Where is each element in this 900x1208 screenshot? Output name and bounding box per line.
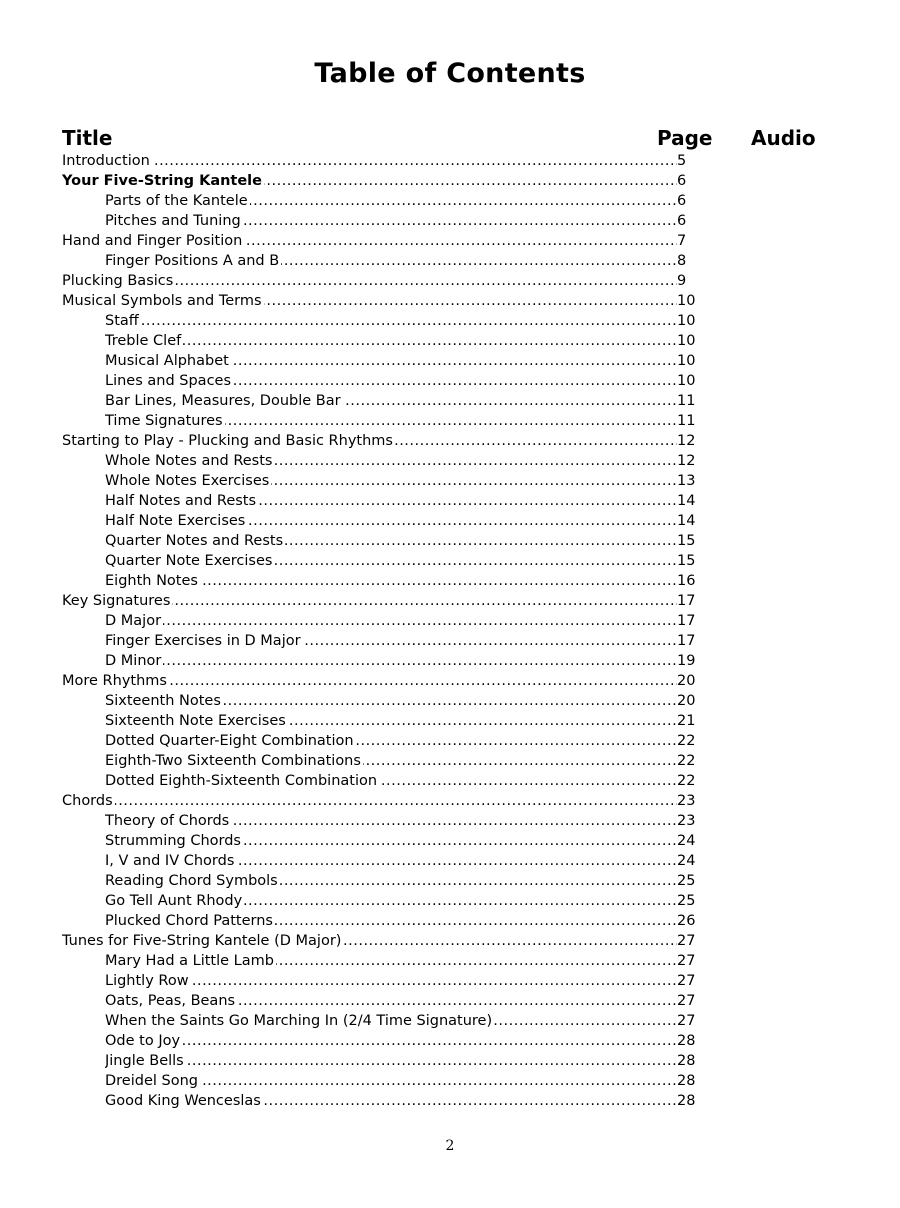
toc-entry-leader	[62, 431, 677, 451]
toc-entry[interactable]	[62, 351, 822, 371]
toc-entry-leader	[62, 171, 677, 191]
toc-entry-page: 27	[677, 1013, 696, 1029]
toc-entry-page: 5	[677, 153, 687, 169]
toc-entry[interactable]	[62, 511, 822, 531]
toc-entry-page: 28	[677, 1053, 696, 1069]
toc-entry[interactable]	[62, 331, 822, 351]
toc-entry[interactable]	[62, 1011, 822, 1031]
toc-entry-leader	[105, 631, 677, 651]
toc-entry-leader	[105, 211, 677, 231]
toc-entry-leader	[105, 711, 677, 731]
toc-entry-title: Plucking Basics	[62, 273, 174, 289]
toc-entry-page: 12	[677, 453, 696, 469]
toc-entry[interactable]	[62, 791, 822, 811]
toc-entry-leader	[105, 451, 677, 471]
toc-entry-page: 27	[677, 993, 696, 1009]
toc-entry-title: Dotted Eighth-Sixteenth Combination	[105, 773, 378, 789]
toc-entry-leader	[62, 291, 677, 311]
toc-entry-leader	[105, 1051, 677, 1071]
toc-entry-leader	[105, 1011, 677, 1031]
toc-entry-leader	[105, 771, 677, 791]
toc-entry-leader	[105, 511, 677, 531]
toc-entry-leader	[105, 851, 677, 871]
toc-entry-title: Theory of Chords	[105, 813, 230, 829]
toc-entry-page: 27	[677, 953, 696, 969]
toc-entry[interactable]	[62, 391, 822, 411]
toc-entry-page: 23	[677, 813, 696, 829]
toc-entry-page: 24	[677, 853, 696, 869]
toc-entry-page: 6	[677, 173, 687, 189]
toc-entry[interactable]	[62, 311, 822, 331]
header-audio-label: Audio	[751, 126, 816, 150]
toc-entry[interactable]	[62, 171, 822, 191]
toc-entry-leader	[105, 951, 677, 971]
toc-header	[62, 126, 822, 152]
toc-entry[interactable]	[62, 551, 822, 571]
toc-entry-title: Lightly Row	[105, 973, 189, 989]
toc-entry-leader	[105, 251, 677, 271]
toc-entry-title: Ode to Joy	[105, 1033, 181, 1049]
toc-entry[interactable]	[62, 411, 822, 431]
toc-entry-page: 22	[677, 773, 696, 789]
toc-entry[interactable]	[62, 811, 822, 831]
toc-entry-leader	[105, 991, 677, 1011]
toc-entry-page: 10	[677, 313, 696, 329]
toc-entry-page: 19	[677, 653, 696, 669]
toc-entry-leader	[105, 811, 677, 831]
toc-entry-page: 26	[677, 913, 696, 929]
toc-entry-page: 15	[677, 533, 696, 549]
toc-entry-title: Plucked Chord Patterns	[105, 913, 273, 929]
toc-entry-leader	[105, 871, 677, 891]
toc-entry-title: Finger Exercises in D Major	[105, 633, 301, 649]
toc-entry-leader	[62, 231, 677, 251]
toc-entry-page: 17	[677, 593, 696, 609]
toc-entry-leader	[105, 331, 677, 351]
toc-entry-leader	[105, 551, 677, 571]
toc-entry-title: Finger Positions A and B	[105, 253, 280, 269]
toc-entry-page: 10	[677, 293, 696, 309]
toc-entry[interactable]	[62, 471, 822, 491]
toc-entry-page: 13	[677, 473, 696, 489]
toc-entry-page: 10	[677, 373, 696, 389]
toc-entry[interactable]	[62, 951, 822, 971]
toc-entry-title: Dotted Quarter-Eight Combination	[105, 733, 354, 749]
toc-entry-leader	[105, 611, 677, 631]
toc-list	[62, 151, 822, 1111]
toc-entry-title: Eighth Notes	[105, 573, 198, 589]
toc-entry-leader	[105, 191, 677, 211]
toc-entry-title: Staff	[105, 313, 139, 329]
toc-entry-title: When the Saints Go Marching In (2/4 Time Signature)	[105, 1013, 493, 1029]
toc-entry-page: 14	[677, 513, 696, 529]
toc-entry-title: Bar Lines, Measures, Double Bar	[105, 393, 341, 409]
header-title-label: Title	[62, 126, 113, 150]
toc-entry-leader	[105, 491, 677, 511]
toc-entry-title: Key Signatures	[62, 593, 171, 609]
toc-entry[interactable]	[62, 671, 822, 691]
toc-entry[interactable]	[62, 691, 822, 711]
toc-entry-title: Eighth-Two Sixteenth Combinations	[105, 753, 361, 769]
toc-entry-leader	[105, 311, 677, 331]
toc-entry-leader	[105, 751, 677, 771]
toc-entry-title: Good King Wenceslas	[105, 1093, 261, 1109]
toc-entry-leader	[62, 791, 677, 811]
toc-entry-page: 6	[677, 213, 687, 229]
toc-entry-title: Strumming Chords	[105, 833, 241, 849]
toc-entry-leader	[105, 891, 677, 911]
toc-entry-page: 10	[677, 353, 696, 369]
header-page-label: Page	[657, 126, 713, 150]
toc-entry[interactable]	[62, 251, 822, 271]
toc-entry-title: Whole Notes Exercises	[105, 473, 270, 489]
toc-entry[interactable]	[62, 491, 822, 511]
toc-entry[interactable]	[62, 651, 822, 671]
toc-entry-leader	[105, 1091, 677, 1111]
toc-entry-title: Musical Alphabet	[105, 353, 229, 369]
toc-entry-title: Tunes for Five-String Kantele (D Major)	[62, 933, 342, 949]
toc-entry-title: Half Note Exercises	[105, 513, 246, 529]
toc-entry-page: 24	[677, 833, 696, 849]
toc-entry[interactable]	[62, 971, 822, 991]
toc-entry-leader	[105, 1031, 677, 1051]
toc-entry-leader	[105, 571, 677, 591]
toc-entry-page: 27	[677, 973, 696, 989]
toc-entry-title: D Major	[105, 613, 162, 629]
toc-entry[interactable]	[62, 991, 822, 1011]
toc-entry-title: Quarter Notes and Rests	[105, 533, 284, 549]
toc-entry-page: 22	[677, 733, 696, 749]
toc-entry-leader	[62, 151, 677, 171]
toc-entry[interactable]	[62, 751, 822, 771]
toc-entry-title: Chords	[62, 793, 113, 809]
toc-entry-title: Parts of the Kantele	[105, 193, 248, 209]
toc-entry-page: 22	[677, 753, 696, 769]
toc-entry-title: Sixteenth Notes	[105, 693, 221, 709]
toc-entry-title: Half Notes and Rests	[105, 493, 257, 509]
toc-entry-page: 11	[677, 413, 696, 429]
toc-entry[interactable]	[62, 371, 822, 391]
toc-entry-title: Whole Notes and Rests	[105, 453, 273, 469]
toc-entry[interactable]	[62, 291, 822, 311]
toc-entry-leader	[105, 371, 677, 391]
toc-entry[interactable]	[62, 851, 822, 871]
toc-entry-title: Introduction	[62, 153, 150, 169]
toc-entry[interactable]	[62, 531, 822, 551]
toc-entry-title: Hand and Finger Position	[62, 233, 243, 249]
toc-entry-page: 27	[677, 933, 696, 949]
toc-entry-page: 25	[677, 893, 696, 909]
toc-entry-page: 17	[677, 633, 696, 649]
toc-entry-page: 23	[677, 793, 696, 809]
toc-entry[interactable]	[62, 771, 822, 791]
toc-entry-page: 16	[677, 573, 696, 589]
toc-entry-leader	[105, 351, 677, 371]
toc-entry-title: Lines and Spaces	[105, 373, 232, 389]
toc-entry-page: 12	[677, 433, 696, 449]
toc-entry-title: I, V and IV Chords	[105, 853, 235, 869]
toc-entry-title: Go Tell Aunt Rhody	[105, 893, 243, 909]
page-number: 2	[445, 1138, 455, 1154]
toc-entry-leader	[105, 471, 677, 491]
toc-entry[interactable]	[62, 1091, 822, 1111]
toc-entry-leader	[62, 591, 677, 611]
toc-entry-page: 17	[677, 613, 696, 629]
toc-entry[interactable]	[62, 731, 822, 751]
toc-entry-title: Jingle Bells	[105, 1053, 184, 1069]
toc-entry[interactable]	[62, 271, 822, 291]
toc-entry-title: Starting to Play - Plucking and Basic Rhythms	[62, 433, 393, 449]
toc-entry-page: 8	[677, 253, 687, 269]
toc-entry-title: Sixteenth Note Exercises	[105, 713, 286, 729]
page-title: Table of Contents	[314, 58, 586, 89]
toc-entry-title: Your Five-String Kantele	[62, 173, 262, 189]
toc-entry-title: D Minor	[105, 653, 162, 669]
toc-entry[interactable]	[62, 431, 822, 451]
toc-entry[interactable]	[62, 831, 822, 851]
toc-entry-leader	[105, 1071, 677, 1091]
toc-entry[interactable]	[62, 191, 822, 211]
toc-entry-page: 28	[677, 1073, 696, 1089]
toc-entry[interactable]	[62, 911, 822, 931]
toc-entry-title: Pitches and Tuning	[105, 213, 241, 229]
toc-entry-title: Dreidel Song	[105, 1073, 198, 1089]
toc-entry-page: 6	[677, 193, 687, 209]
toc-entry-leader	[105, 971, 677, 991]
toc-entry-page: 9	[677, 273, 687, 289]
toc-entry-title: Time Signatures	[105, 413, 223, 429]
toc-entry[interactable]	[62, 871, 822, 891]
toc-entry-leader	[105, 831, 677, 851]
toc-entry-title: Mary Had a Little Lamb	[105, 953, 274, 969]
toc-entry[interactable]	[62, 891, 822, 911]
toc-entry-page: 21	[677, 713, 696, 729]
toc-entry-title: Oats, Peas, Beans	[105, 993, 236, 1009]
toc-entry[interactable]	[62, 591, 822, 611]
toc-entry-title: Quarter Note Exercises	[105, 553, 273, 569]
toc-entry-title: Treble Clef	[105, 333, 182, 349]
toc-entry[interactable]	[62, 1051, 822, 1071]
toc-entry-page: 20	[677, 693, 696, 709]
toc-entry-leader	[105, 531, 677, 551]
toc-entry-leader	[62, 671, 677, 691]
toc-entry-title: Musical Symbols and Terms	[62, 293, 262, 309]
toc-entry[interactable]	[62, 231, 822, 251]
toc-entry-leader	[62, 931, 677, 951]
toc-entry-page: 20	[677, 673, 696, 689]
toc-entry[interactable]	[62, 1071, 822, 1091]
toc-entry-page: 28	[677, 1093, 696, 1109]
toc-entry[interactable]	[62, 1031, 822, 1051]
toc-entry[interactable]	[62, 211, 822, 231]
toc-entry-page: 14	[677, 493, 696, 509]
toc-entry-leader	[62, 271, 677, 291]
toc-entry-page: 25	[677, 873, 696, 889]
toc-entry-leader	[105, 411, 677, 431]
toc-entry-title: More Rhythms	[62, 673, 167, 689]
toc-entry[interactable]	[62, 631, 822, 651]
toc-entry-leader	[105, 651, 677, 671]
toc-entry-page: 15	[677, 553, 696, 569]
toc-entry[interactable]	[62, 711, 822, 731]
toc-entry-leader	[105, 691, 677, 711]
toc-entry[interactable]	[62, 931, 822, 951]
toc-entry[interactable]	[62, 151, 822, 171]
toc-entry[interactable]	[62, 451, 822, 471]
toc-entry-leader	[105, 731, 677, 751]
toc-entry[interactable]	[62, 571, 822, 591]
toc-entry-page: 28	[677, 1033, 696, 1049]
toc-entry-page: 11	[677, 393, 696, 409]
toc-entry-leader	[105, 911, 677, 931]
toc-entry-page: 10	[677, 333, 696, 349]
toc-entry-leader	[105, 391, 677, 411]
toc-entry-title: Reading Chord Symbols	[105, 873, 278, 889]
toc-entry-page: 7	[677, 233, 687, 249]
toc-entry[interactable]	[62, 611, 822, 631]
